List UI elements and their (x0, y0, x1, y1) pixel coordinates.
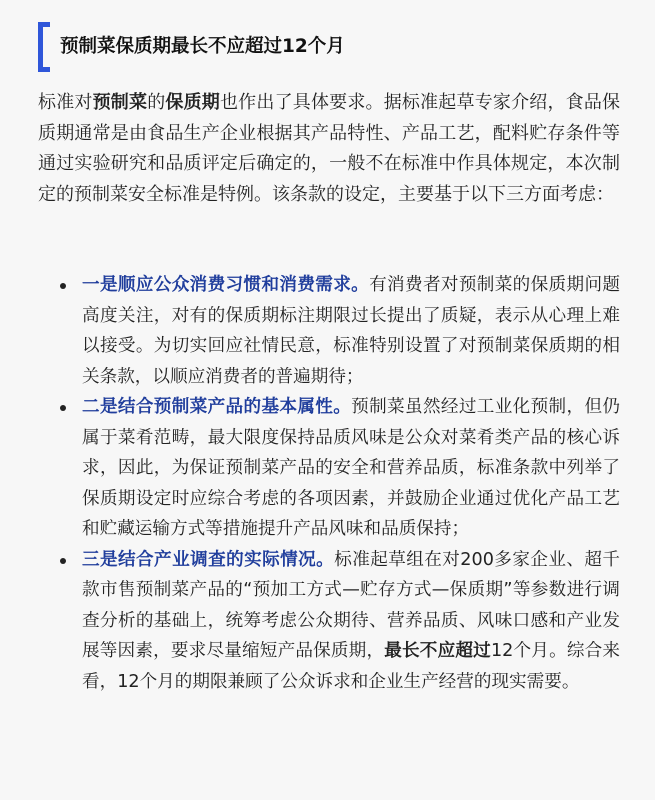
section-title: 预制菜保质期最长不应超过12个月 (60, 36, 345, 57)
point-lead: 二是结合预制菜产品的基本属性。 (82, 397, 352, 417)
bullet-icon (60, 283, 66, 289)
bullet-icon (60, 558, 66, 564)
point-body: 标准起草组在对200多家企业、超千款市售预制菜产品的“预加工方式—贮存方式—保质期”等参数进行调查分析的基础上，统筹考虑公众期待、营养品质、风味口感和产业发展等因素，要求尽量缩短产品保质期， (82, 549, 620, 661)
intro-bold-prepared-dishes: 预制菜 (92, 92, 148, 113)
point-lead: 一是顺应公众消费习惯和消费需求。 (82, 275, 370, 295)
list-item (38, 270, 620, 392)
list-item (38, 545, 620, 698)
point-lead: 三是结合产业调查的实际情况。 (82, 549, 335, 570)
point-body: 预制菜虽然经过工业化预制，但仍属于菜肴范畴，最大限度保持品质风味是公众对菜肴类产品的核心诉求，因此，为保证预制菜产品的安全和营养品质，标准条款中列举了保质期设定时应综合考虑的各项因素，并鼓励企业通过优化产品工艺和贮藏运输方式等措施提升产品风味和品质保持； (82, 397, 620, 539)
bullet-icon (60, 405, 66, 411)
point-tail: 12个月。综合来看，12个月的期限兼顾了公众诉求和企业生产经营的现实需要。 (82, 641, 620, 692)
list-item (38, 392, 620, 545)
point-bold-tail: 最长不应超过 (384, 641, 491, 661)
intro-text-2: 的 (147, 92, 166, 113)
point-body: 有消费者对预制菜的保质期问题高度关注，对有的保质期标注期限过长提出了质疑，表示从心理上难以接受。为切实回应社情民意，标准特别设置了对预制菜保质期的相关条款，以顺应消费者的普遍期待； (82, 275, 620, 387)
section-heading (38, 22, 598, 72)
intro-text-3: 也作出了具体要求。据标准起草专家介绍，食品保质期通常是由食品生产企业根据其产品特性、产品工艺，配料贮存条件等通过实验研究和品质评定后确定的，一般不在标准中作具体规定，本次制定的预制菜安全标准是特例。该条款的设定，主要基于以下三方面考虑： (38, 92, 621, 205)
heading-bracket-decoration (38, 22, 50, 72)
intro-text-1: 标准对 (38, 92, 93, 113)
considerations-list (38, 270, 620, 697)
intro-bold-shelf-life: 保质期 (165, 92, 220, 113)
intro-paragraph (38, 88, 620, 210)
